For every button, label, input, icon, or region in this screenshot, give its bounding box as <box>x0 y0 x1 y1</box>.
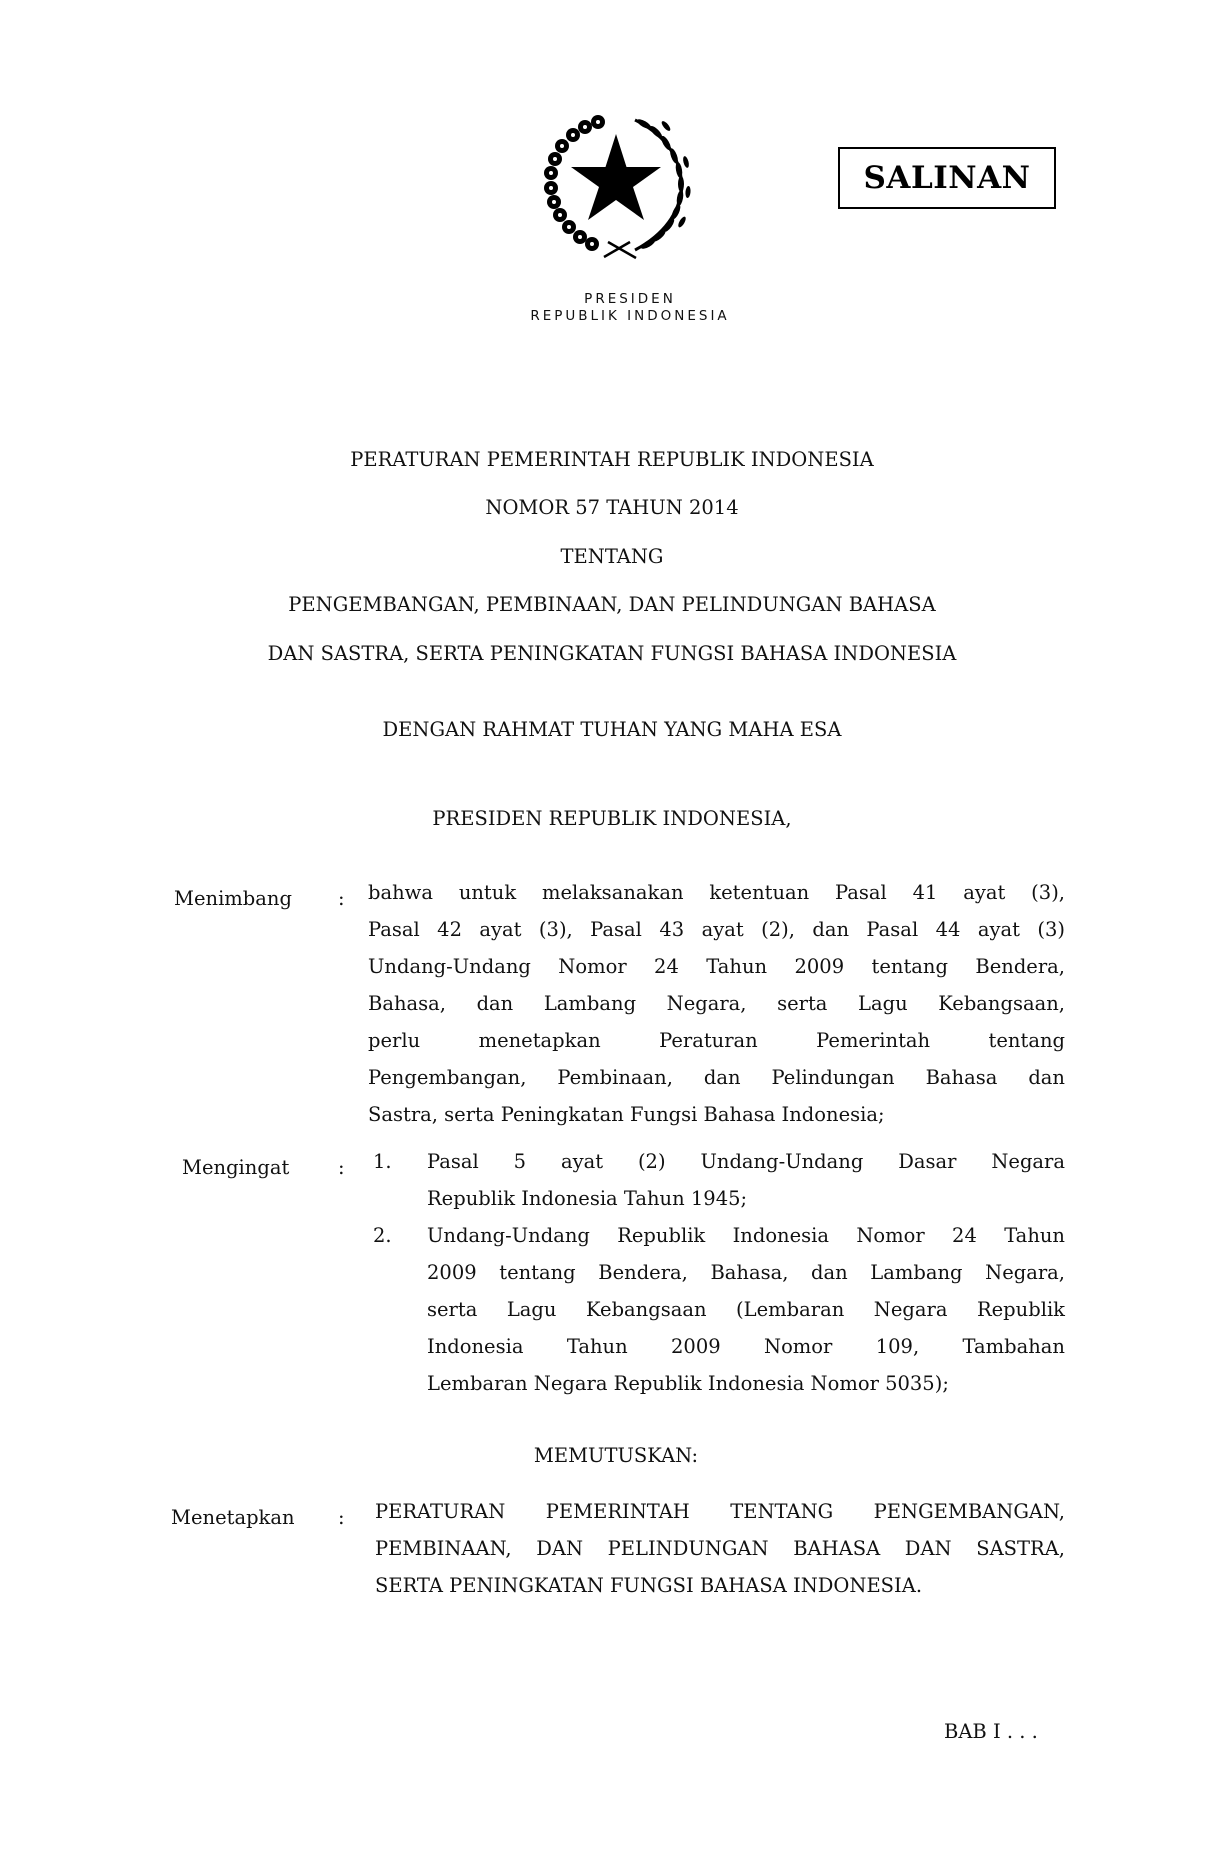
mengingat-item-line: serta Lagu Kebangsaan (Lembaran Negara Republik <box>427 1298 1065 1321</box>
menimbang-line: Undang-Undang Nomor 24 Tahun 2009 tentang Bendera, <box>368 955 1065 978</box>
menimbang-label: Menimbang <box>174 887 292 910</box>
regulation-tentang: TENTANG <box>560 545 664 568</box>
menimbang-line: perlu menetapkan Peraturan Pemerintah tentang <box>368 1029 1065 1052</box>
mengingat-item-number: 1. <box>373 1150 392 1173</box>
menetapkan-colon: : <box>338 1506 345 1529</box>
salinan-stamp-text: SALINAN <box>863 160 1031 196</box>
regulation-title-line1: PERATURAN PEMERINTAH REPUBLIK INDONESIA <box>350 448 874 471</box>
invocation: DENGAN RAHMAT TUHAN YANG MAHA ESA <box>382 718 842 741</box>
menimbang-line: bahwa untuk melaksanakan ketentuan Pasal 41 ayat (3), <box>368 881 1065 904</box>
emblem-caption-line1: PRESIDEN <box>584 291 676 307</box>
memutuskan-heading: MEMUTUSKAN: <box>533 1444 699 1467</box>
salinan-stamp <box>838 147 1056 209</box>
menimbang-line: Pengembangan, Pembinaan, dan Pelindungan Bahasa dan <box>368 1066 1065 1089</box>
mengingat-item-line: Republik Indonesia Tahun 1945; <box>427 1187 748 1210</box>
menimbang-line: Pasal 42 ayat (3), Pasal 43 ayat (2), dan Pasal 44 ayat (3) <box>368 918 1065 941</box>
mengingat-item-2 <box>427 1217 1065 1402</box>
menimbang-colon: : <box>338 887 345 910</box>
presidential-seal-icon <box>540 112 692 262</box>
regulation-subject-line1: PENGEMBANGAN, PEMBINAAN, DAN PELINDUNGAN BAHASA <box>288 593 936 616</box>
menetapkan-text <box>375 1493 1065 1604</box>
emblem-caption-line2: REPUBLIK INDONESIA <box>530 308 730 324</box>
mengingat-item-1 <box>427 1143 1065 1217</box>
menimbang-line: Sastra, serta Peningkatan Fungsi Bahasa Indonesia; <box>368 1103 885 1126</box>
regulation-number: NOMOR 57 TAHUN 2014 <box>485 496 739 519</box>
menimbang-text <box>368 874 1065 1133</box>
mengingat-item-line: Pasal 5 ayat (2) Undang-Undang Dasar Negara <box>427 1150 1065 1173</box>
mengingat-item-line: 2009 tentang Bendera, Bahasa, dan Lambang Negara, <box>427 1261 1065 1284</box>
page-continuation: BAB I . . . <box>944 1720 1038 1743</box>
menetapkan-label: Menetapkan <box>171 1506 295 1529</box>
menetapkan-line: PEMBINAAN, DAN PELINDUNGAN BAHASA DAN SASTRA, <box>375 1537 1065 1560</box>
issuer: PRESIDEN REPUBLIK INDONESIA, <box>432 807 792 830</box>
mengingat-label: Mengingat <box>182 1156 290 1179</box>
mengingat-item-line: Indonesia Tahun 2009 Nomor 109, Tambahan <box>427 1335 1065 1358</box>
mengingat-item-number: 2. <box>373 1224 392 1247</box>
regulation-subject-line2: DAN SASTRA, SERTA PENINGKATAN FUNGSI BAHASA INDONESIA <box>267 642 957 665</box>
mengingat-item-line: Lembaran Negara Republik Indonesia Nomor 5035); <box>427 1372 949 1395</box>
mengingat-colon: : <box>338 1156 345 1179</box>
menetapkan-line: SERTA PENINGKATAN FUNGSI BAHASA INDONESIA. <box>375 1574 923 1597</box>
mengingat-item-line: Undang-Undang Republik Indonesia Nomor 24 Tahun <box>427 1224 1065 1247</box>
menetapkan-line: PERATURAN PEMERINTAH TENTANG PENGEMBANGAN, <box>375 1500 1065 1523</box>
menimbang-line: Bahasa, dan Lambang Negara, serta Lagu Kebangsaan, <box>368 992 1065 1015</box>
emblem-caption <box>480 291 780 325</box>
